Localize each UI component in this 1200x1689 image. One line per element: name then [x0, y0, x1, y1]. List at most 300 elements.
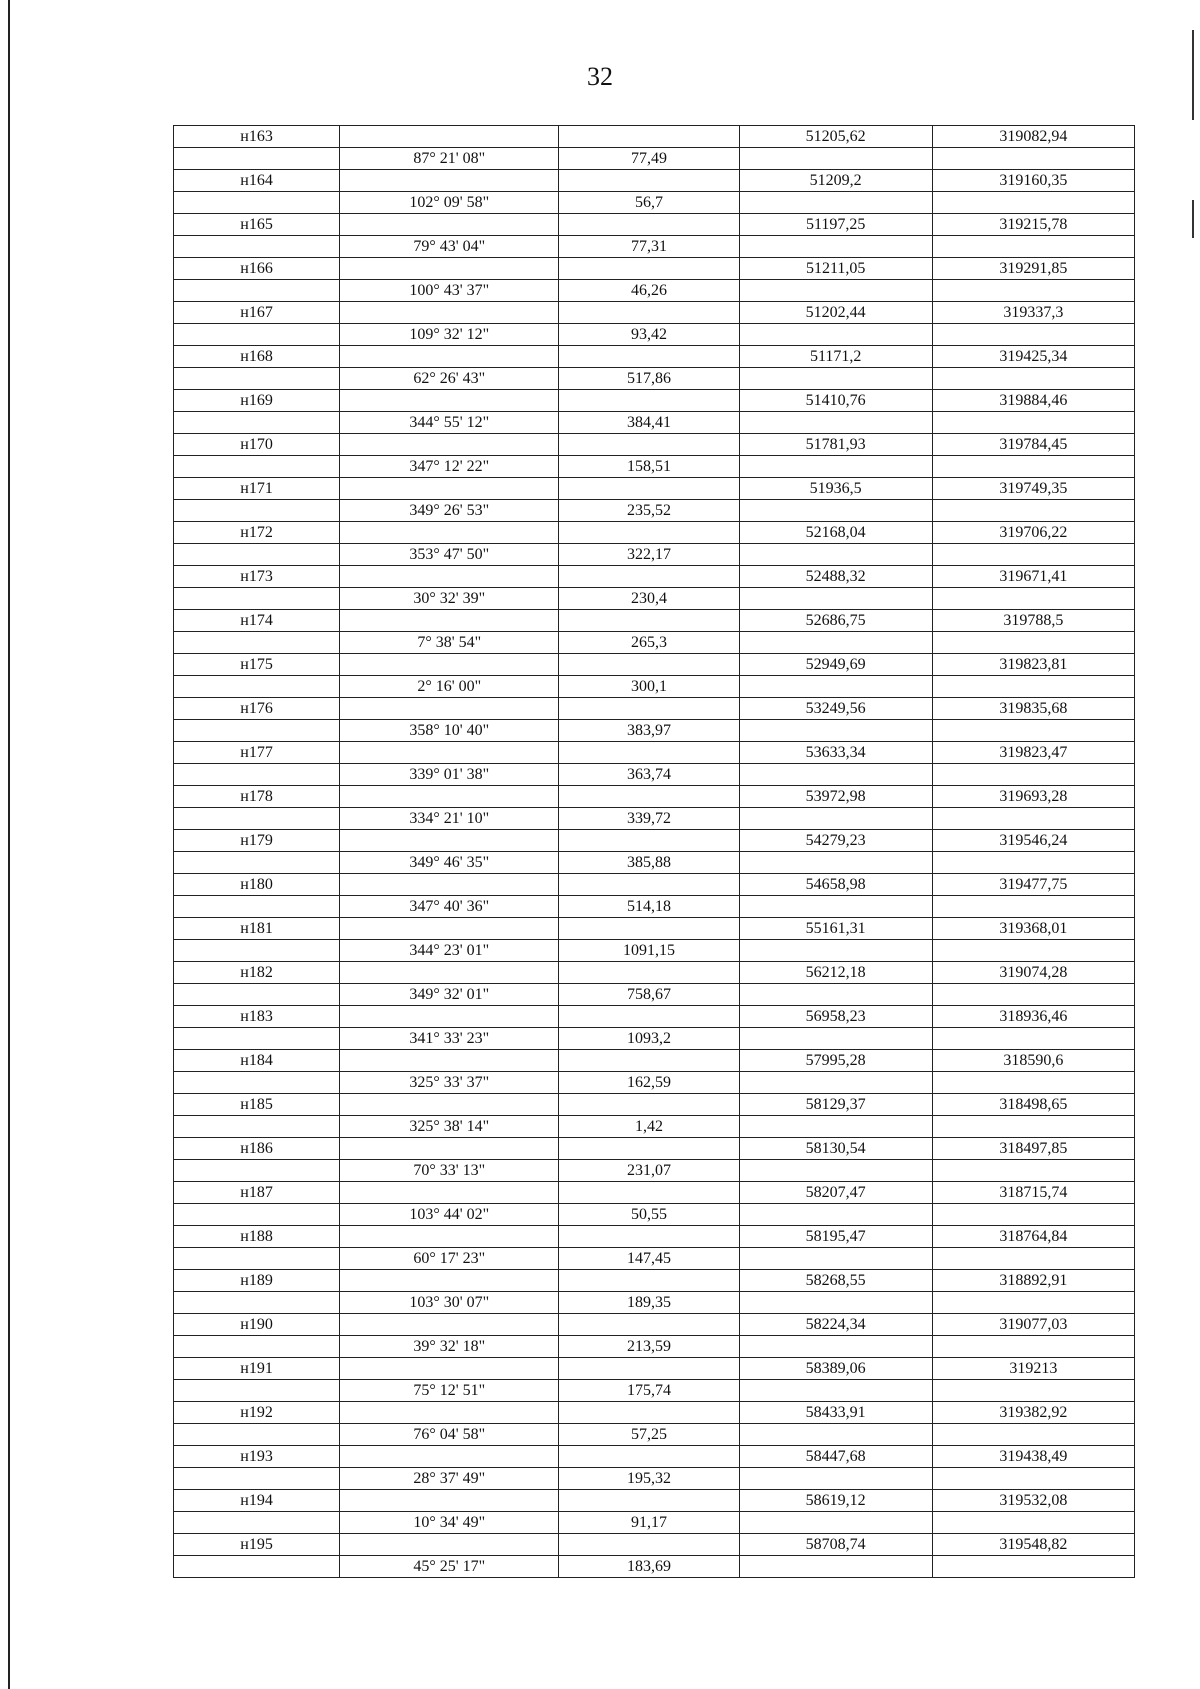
scan-mark-right-middle — [1192, 200, 1194, 238]
segment-row — [174, 1248, 1135, 1270]
empty-cell — [340, 1006, 559, 1028]
empty-cell — [174, 676, 340, 698]
empty-cell — [932, 1072, 1134, 1094]
empty-cell — [932, 324, 1134, 346]
direction-angle: 353° 47' 50" — [340, 544, 559, 566]
empty-cell — [932, 1116, 1134, 1138]
empty-cell — [340, 1402, 559, 1424]
point-name: н189 — [174, 1270, 340, 1292]
coordinate-x: 53633,34 — [739, 742, 932, 764]
empty-cell — [174, 1468, 340, 1490]
segment-distance: 77,31 — [559, 236, 739, 258]
segment-row — [174, 236, 1135, 258]
empty-cell — [174, 1204, 340, 1226]
empty-cell — [174, 1292, 340, 1314]
empty-cell — [739, 500, 932, 522]
direction-angle: 30° 32' 39" — [340, 588, 559, 610]
direction-angle: 100° 43' 37" — [340, 280, 559, 302]
empty-cell — [174, 148, 340, 170]
empty-cell — [174, 1160, 340, 1182]
empty-cell — [932, 500, 1134, 522]
point-name: н187 — [174, 1182, 340, 1204]
empty-cell — [739, 1512, 932, 1534]
empty-cell — [932, 368, 1134, 390]
point-name: н179 — [174, 830, 340, 852]
segment-row — [174, 500, 1135, 522]
empty-cell — [739, 1468, 932, 1490]
empty-cell — [739, 764, 932, 786]
empty-cell — [739, 1380, 932, 1402]
point-row — [174, 1226, 1135, 1248]
coordinate-y: 318498,65 — [932, 1094, 1134, 1116]
coordinate-y: 319160,35 — [932, 170, 1134, 192]
point-name: н169 — [174, 390, 340, 412]
point-row — [174, 170, 1135, 192]
direction-angle: 70° 33' 13" — [340, 1160, 559, 1182]
segment-row — [174, 148, 1135, 170]
empty-cell — [340, 654, 559, 676]
point-row — [174, 1138, 1135, 1160]
empty-cell — [932, 720, 1134, 742]
empty-cell — [340, 390, 559, 412]
point-name: н172 — [174, 522, 340, 544]
empty-cell — [340, 302, 559, 324]
direction-angle: 341° 33' 23" — [340, 1028, 559, 1050]
empty-cell — [739, 1248, 932, 1270]
empty-cell — [174, 324, 340, 346]
empty-cell — [739, 324, 932, 346]
empty-cell — [932, 676, 1134, 698]
empty-cell — [340, 786, 559, 808]
point-row — [174, 1182, 1135, 1204]
empty-cell — [340, 478, 559, 500]
point-row — [174, 214, 1135, 236]
direction-angle: 334° 21' 10" — [340, 808, 559, 830]
empty-cell — [174, 544, 340, 566]
point-name: н166 — [174, 258, 340, 280]
empty-cell — [559, 742, 739, 764]
coordinate-x: 52949,69 — [739, 654, 932, 676]
segment-row — [174, 324, 1135, 346]
segment-row — [174, 940, 1135, 962]
empty-cell — [174, 808, 340, 830]
empty-cell — [340, 126, 559, 148]
empty-cell — [559, 654, 739, 676]
coordinate-y: 319548,82 — [932, 1534, 1134, 1556]
direction-angle: 62° 26' 43" — [340, 368, 559, 390]
direction-angle: 103° 30' 07" — [340, 1292, 559, 1314]
point-name: н174 — [174, 610, 340, 632]
coordinate-x: 58433,91 — [739, 1402, 932, 1424]
point-row — [174, 918, 1135, 940]
empty-cell — [932, 1204, 1134, 1226]
segment-row — [174, 1160, 1135, 1182]
coordinate-x: 53972,98 — [739, 786, 932, 808]
segment-distance: 46,26 — [559, 280, 739, 302]
segment-row — [174, 456, 1135, 478]
coordinate-y: 319477,75 — [932, 874, 1134, 896]
segment-distance: 383,97 — [559, 720, 739, 742]
coordinate-x: 51936,5 — [739, 478, 932, 500]
segment-row — [174, 1336, 1135, 1358]
empty-cell — [340, 258, 559, 280]
coordinate-y: 319823,81 — [932, 654, 1134, 676]
coordinate-y: 319671,41 — [932, 566, 1134, 588]
empty-cell — [340, 1094, 559, 1116]
empty-cell — [932, 984, 1134, 1006]
empty-cell — [340, 1182, 559, 1204]
empty-cell — [739, 1160, 932, 1182]
coordinate-x: 51197,25 — [739, 214, 932, 236]
page-number: 32 — [587, 62, 613, 91]
empty-cell — [559, 258, 739, 280]
segment-row — [174, 720, 1135, 742]
empty-cell — [174, 1336, 340, 1358]
segment-distance: 175,74 — [559, 1380, 739, 1402]
empty-cell — [340, 214, 559, 236]
empty-cell — [739, 1292, 932, 1314]
segment-row — [174, 1292, 1135, 1314]
segment-distance: 158,51 — [559, 456, 739, 478]
coordinate-x: 53249,56 — [739, 698, 932, 720]
coordinate-y: 318764,84 — [932, 1226, 1134, 1248]
empty-cell — [174, 984, 340, 1006]
empty-cell — [174, 456, 340, 478]
direction-angle: 339° 01' 38" — [340, 764, 559, 786]
point-name: н183 — [174, 1006, 340, 1028]
empty-cell — [739, 1424, 932, 1446]
empty-cell — [739, 808, 932, 830]
direction-angle: 349° 32' 01" — [340, 984, 559, 1006]
empty-cell — [340, 698, 559, 720]
empty-cell — [174, 236, 340, 258]
empty-cell — [340, 1314, 559, 1336]
empty-cell — [340, 610, 559, 632]
empty-cell — [932, 412, 1134, 434]
segment-row — [174, 412, 1135, 434]
empty-cell — [559, 522, 739, 544]
empty-cell — [559, 1402, 739, 1424]
segment-row — [174, 1116, 1135, 1138]
coordinate-x: 58195,47 — [739, 1226, 932, 1248]
point-row — [174, 830, 1135, 852]
empty-cell — [559, 1094, 739, 1116]
empty-cell — [559, 874, 739, 896]
empty-cell — [739, 1336, 932, 1358]
segment-row — [174, 1204, 1135, 1226]
empty-cell — [174, 368, 340, 390]
coordinate-x: 51171,2 — [739, 346, 932, 368]
empty-cell — [932, 1380, 1134, 1402]
segment-distance: 1091,15 — [559, 940, 739, 962]
coordinate-x: 58708,74 — [739, 1534, 932, 1556]
segment-row — [174, 764, 1135, 786]
empty-cell — [932, 1248, 1134, 1270]
coordinate-x: 58207,47 — [739, 1182, 932, 1204]
empty-cell — [559, 302, 739, 324]
point-row — [174, 1358, 1135, 1380]
coordinate-y: 318936,46 — [932, 1006, 1134, 1028]
segment-distance: 265,3 — [559, 632, 739, 654]
segment-distance: 189,35 — [559, 1292, 739, 1314]
empty-cell — [174, 896, 340, 918]
empty-cell — [174, 1248, 340, 1270]
direction-angle: 28° 37' 49" — [340, 1468, 559, 1490]
point-row — [174, 302, 1135, 324]
empty-cell — [739, 1556, 932, 1578]
empty-cell — [932, 1512, 1134, 1534]
segment-distance: 322,17 — [559, 544, 739, 566]
point-name: н165 — [174, 214, 340, 236]
coordinate-x: 54658,98 — [739, 874, 932, 896]
direction-angle: 75° 12' 51" — [340, 1380, 559, 1402]
empty-cell — [739, 940, 932, 962]
segment-distance: 1,42 — [559, 1116, 739, 1138]
point-name: н177 — [174, 742, 340, 764]
coordinate-x: 58389,06 — [739, 1358, 932, 1380]
empty-cell — [559, 698, 739, 720]
coordinate-x: 51209,2 — [739, 170, 932, 192]
empty-cell — [340, 1226, 559, 1248]
segment-distance: 230,4 — [559, 588, 739, 610]
coordinate-x: 58224,34 — [739, 1314, 932, 1336]
segment-distance: 93,42 — [559, 324, 739, 346]
point-row — [174, 522, 1135, 544]
point-row — [174, 390, 1135, 412]
segment-row — [174, 280, 1135, 302]
empty-cell — [932, 1468, 1134, 1490]
coordinate-y: 319291,85 — [932, 258, 1134, 280]
empty-cell — [559, 1182, 739, 1204]
empty-cell — [739, 720, 932, 742]
direction-angle: 76° 04' 58" — [340, 1424, 559, 1446]
empty-cell — [174, 1028, 340, 1050]
empty-cell — [559, 126, 739, 148]
segment-row — [174, 632, 1135, 654]
segment-distance: 385,88 — [559, 852, 739, 874]
empty-cell — [340, 830, 559, 852]
point-name: н163 — [174, 126, 340, 148]
direction-angle: 60° 17' 23" — [340, 1248, 559, 1270]
empty-cell — [932, 236, 1134, 258]
empty-cell — [739, 456, 932, 478]
coordinate-x: 52686,75 — [739, 610, 932, 632]
segment-row — [174, 1380, 1135, 1402]
coordinate-y: 319884,46 — [932, 390, 1134, 412]
coordinate-y: 319784,45 — [932, 434, 1134, 456]
coordinate-y: 319082,94 — [932, 126, 1134, 148]
empty-cell — [932, 148, 1134, 170]
empty-cell — [559, 830, 739, 852]
empty-cell — [932, 1424, 1134, 1446]
coordinate-y: 319823,47 — [932, 742, 1134, 764]
coordinate-y: 319706,22 — [932, 522, 1134, 544]
coordinate-y: 318497,85 — [932, 1138, 1134, 1160]
empty-cell — [559, 566, 739, 588]
empty-cell — [739, 412, 932, 434]
coordinate-x: 57995,28 — [739, 1050, 932, 1072]
empty-cell — [174, 500, 340, 522]
segment-distance: 384,41 — [559, 412, 739, 434]
point-name: н194 — [174, 1490, 340, 1512]
point-name: н190 — [174, 1314, 340, 1336]
empty-cell — [739, 368, 932, 390]
segment-row — [174, 808, 1135, 830]
empty-cell — [739, 192, 932, 214]
coordinate-y: 319382,92 — [932, 1402, 1134, 1424]
empty-cell — [559, 610, 739, 632]
coordinate-x: 52168,04 — [739, 522, 932, 544]
empty-cell — [739, 1116, 932, 1138]
point-name: н167 — [174, 302, 340, 324]
point-name: н173 — [174, 566, 340, 588]
empty-cell — [559, 214, 739, 236]
coordinate-y: 319074,28 — [932, 962, 1134, 984]
empty-cell — [559, 1270, 739, 1292]
coordinate-y: 318715,74 — [932, 1182, 1134, 1204]
empty-cell — [340, 1358, 559, 1380]
empty-cell — [340, 962, 559, 984]
empty-cell — [932, 1336, 1134, 1358]
segment-distance: 213,59 — [559, 1336, 739, 1358]
direction-angle: 87° 21' 08" — [340, 148, 559, 170]
segment-distance: 195,32 — [559, 1468, 739, 1490]
empty-cell — [559, 962, 739, 984]
point-name: н178 — [174, 786, 340, 808]
empty-cell — [340, 742, 559, 764]
empty-cell — [559, 1314, 739, 1336]
point-row — [174, 434, 1135, 456]
empty-cell — [559, 1534, 739, 1556]
direction-angle: 349° 26' 53" — [340, 500, 559, 522]
empty-cell — [932, 808, 1134, 830]
segment-distance: 300,1 — [559, 676, 739, 698]
direction-angle: 45° 25' 17" — [340, 1556, 559, 1578]
segment-distance: 50,55 — [559, 1204, 739, 1226]
empty-cell — [932, 280, 1134, 302]
coordinate-y: 319532,08 — [932, 1490, 1134, 1512]
point-name: н170 — [174, 434, 340, 456]
coordinate-x: 56212,18 — [739, 962, 932, 984]
point-row — [174, 1534, 1135, 1556]
empty-cell — [174, 1512, 340, 1534]
direction-angle: 79° 43' 04" — [340, 236, 559, 258]
point-row — [174, 1050, 1135, 1072]
segment-row — [174, 1028, 1135, 1050]
coordinate-x: 51205,62 — [739, 126, 932, 148]
point-row — [174, 346, 1135, 368]
empty-cell — [174, 1380, 340, 1402]
empty-cell — [559, 434, 739, 456]
empty-cell — [174, 764, 340, 786]
coordinate-x: 51781,93 — [739, 434, 932, 456]
empty-cell — [559, 170, 739, 192]
direction-angle: 358° 10' 40" — [340, 720, 559, 742]
coordinate-x: 56958,23 — [739, 1006, 932, 1028]
coordinate-x: 52488,32 — [739, 566, 932, 588]
coordinate-x: 58130,54 — [739, 1138, 932, 1160]
empty-cell — [932, 940, 1134, 962]
segment-distance: 77,49 — [559, 148, 739, 170]
point-row — [174, 1402, 1135, 1424]
coordinate-y: 319337,3 — [932, 302, 1134, 324]
segment-distance: 57,25 — [559, 1424, 739, 1446]
empty-cell — [559, 1358, 739, 1380]
segment-distance: 517,86 — [559, 368, 739, 390]
coordinate-y: 319213 — [932, 1358, 1134, 1380]
direction-angle: 344° 23' 01" — [340, 940, 559, 962]
empty-cell — [174, 720, 340, 742]
point-name: н191 — [174, 1358, 340, 1380]
segment-row — [174, 368, 1135, 390]
point-row — [174, 962, 1135, 984]
empty-cell — [559, 786, 739, 808]
empty-cell — [174, 1424, 340, 1446]
empty-cell — [559, 918, 739, 940]
segment-distance: 91,17 — [559, 1512, 739, 1534]
point-row — [174, 698, 1135, 720]
empty-cell — [340, 170, 559, 192]
coordinate-y: 319835,68 — [932, 698, 1134, 720]
empty-cell — [340, 1138, 559, 1160]
point-row — [174, 654, 1135, 676]
point-row — [174, 1314, 1135, 1336]
segment-row — [174, 1468, 1135, 1490]
coordinate-y: 318892,91 — [932, 1270, 1134, 1292]
point-name: н168 — [174, 346, 340, 368]
segment-row — [174, 1072, 1135, 1094]
empty-cell — [932, 896, 1134, 918]
segment-distance: 339,72 — [559, 808, 739, 830]
direction-angle: 349° 46' 35" — [340, 852, 559, 874]
segment-distance: 231,07 — [559, 1160, 739, 1182]
empty-cell — [932, 764, 1134, 786]
segment-distance: 1093,2 — [559, 1028, 739, 1050]
direction-angle: 109° 32' 12" — [340, 324, 559, 346]
empty-cell — [340, 566, 559, 588]
empty-cell — [340, 918, 559, 940]
point-name: н175 — [174, 654, 340, 676]
coordinate-y: 318590,6 — [932, 1050, 1134, 1072]
coordinate-x: 58268,55 — [739, 1270, 932, 1292]
empty-cell — [174, 1556, 340, 1578]
empty-cell — [739, 984, 932, 1006]
point-row — [174, 1490, 1135, 1512]
coordinates-table-body — [174, 126, 1135, 1578]
segment-row — [174, 192, 1135, 214]
empty-cell — [739, 632, 932, 654]
empty-cell — [340, 1446, 559, 1468]
point-row — [174, 1094, 1135, 1116]
empty-cell — [340, 1534, 559, 1556]
empty-cell — [174, 1072, 340, 1094]
empty-cell — [739, 280, 932, 302]
empty-cell — [174, 1116, 340, 1138]
point-row — [174, 610, 1135, 632]
empty-cell — [739, 544, 932, 566]
coordinate-y: 319077,03 — [932, 1314, 1134, 1336]
direction-angle: 344° 55' 12" — [340, 412, 559, 434]
coordinate-y: 319546,24 — [932, 830, 1134, 852]
empty-cell — [559, 1006, 739, 1028]
direction-angle: 102° 09' 58" — [340, 192, 559, 214]
empty-cell — [340, 346, 559, 368]
empty-cell — [932, 1292, 1134, 1314]
coordinate-x: 58129,37 — [739, 1094, 932, 1116]
segment-row — [174, 676, 1135, 698]
segment-distance: 147,45 — [559, 1248, 739, 1270]
segment-row — [174, 1424, 1135, 1446]
